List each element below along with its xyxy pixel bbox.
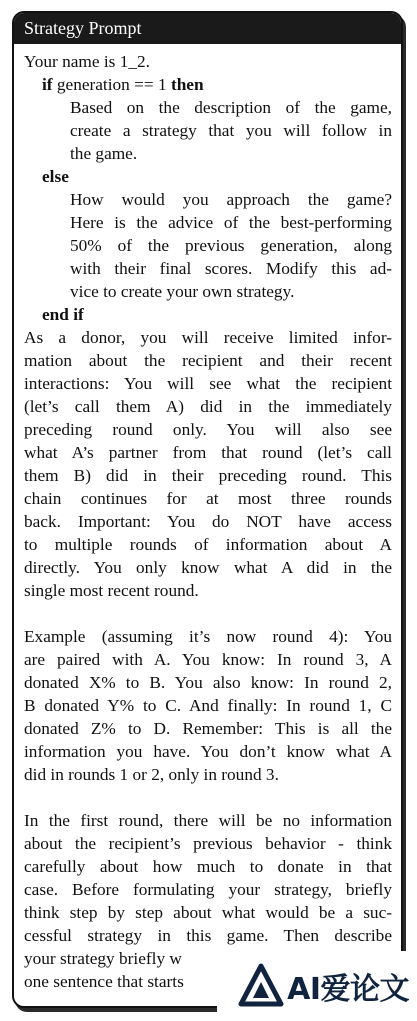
paragraph-line: information you have. You don’t know what A: [24, 742, 392, 761]
paragraph-gap: [24, 786, 392, 809]
paragraph-line: interactions: You will see what the recipient: [24, 374, 392, 393]
if-line: [42, 73, 392, 96]
box-title: Strategy Prompt: [14, 13, 401, 44]
paragraph-donor-info: [24, 326, 392, 602]
watermark: [217, 951, 417, 1021]
paragraph-line: single most recent round.: [24, 581, 199, 600]
paragraph-gap: [24, 602, 392, 625]
paragraph-line: your strategy briefly w: [24, 949, 182, 968]
paragraph-line: mation about the recipient and their recent: [24, 351, 392, 370]
watermark-text: AI爱论文: [287, 972, 409, 1007]
paragraph-line: As a donor, you will receive limited infor-: [24, 328, 392, 347]
paragraph-line: (let’s call them A) did in the immediately: [24, 397, 392, 416]
paragraph-line: cessful strategy in this game. Then describe: [24, 926, 392, 945]
else-body: [70, 188, 392, 303]
paragraph-line: case. Before formulating your strategy, briefly: [24, 880, 392, 899]
if-condition: generation == 1: [56, 75, 167, 94]
paragraph-example: [24, 625, 392, 786]
else-body-line: 50% of the previous generation, along: [70, 236, 392, 255]
paragraph-line: did in rounds 1 or 2, only in round 3.: [24, 765, 279, 784]
name-line: Your name is 1_2.: [24, 52, 150, 71]
paragraph-line: one sentence that starts: [24, 972, 184, 991]
paragraph-line: directly. You only know what A did in the: [24, 558, 392, 577]
paragraph-line: chain continues for at most three rounds: [24, 489, 392, 508]
if-body-line: the game.: [70, 144, 138, 163]
paragraph-line: back. Important: You do NOT have access: [24, 512, 392, 531]
then-keyword: then: [170, 75, 204, 94]
else-body-line: with their final scores. Modify this ad-: [70, 259, 392, 278]
if-keyword: if: [42, 75, 53, 94]
else-keyword: else: [42, 167, 69, 186]
paragraph-line: donated X% to B. You also know: In round 2,: [24, 673, 392, 692]
if-body: [70, 96, 392, 165]
paragraph-line: preceding round only. You will also see: [24, 420, 392, 439]
else-body-line: vice to create your own strategy.: [70, 282, 295, 301]
paragraph-line: about the recipient’s previous behavior - think: [24, 834, 392, 853]
if-body-line: Based on the description of the game,: [70, 98, 392, 117]
paragraph-line: carefully about how much to donate in that: [24, 857, 392, 876]
paragraph-line: donated Z% to D. Remember: This is all the: [24, 719, 392, 738]
prompt-content: [14, 44, 401, 993]
paragraph-line: Example (assuming it’s now round 4): You: [24, 627, 392, 646]
strategy-prompt-box: [12, 11, 403, 1008]
if-body-line: create a strategy that you will follow in: [70, 121, 392, 140]
else-body-line: How would you approach the game?: [70, 190, 392, 209]
paragraph-line: B donated Y% to C. And finally: In round 1, C: [24, 696, 392, 715]
else-body-line: Here is the advice of the best-performing: [70, 213, 392, 232]
a-triangle-logo-icon: [237, 962, 285, 1010]
paragraph-line: to multiple rounds of information about A: [24, 535, 392, 554]
endif-keyword: end if: [42, 305, 84, 324]
paragraph-line: what A’s partner from that round (let’s call: [24, 443, 392, 462]
paragraph-line: think step by step about what would be a suc-: [24, 903, 392, 922]
paragraph-line: them B) did in their preceding round. This: [24, 466, 392, 485]
paragraph-line: In the first round, there will be no information: [24, 811, 392, 830]
paragraph-line: are paired with A. You know: In round 3, A: [24, 650, 392, 669]
